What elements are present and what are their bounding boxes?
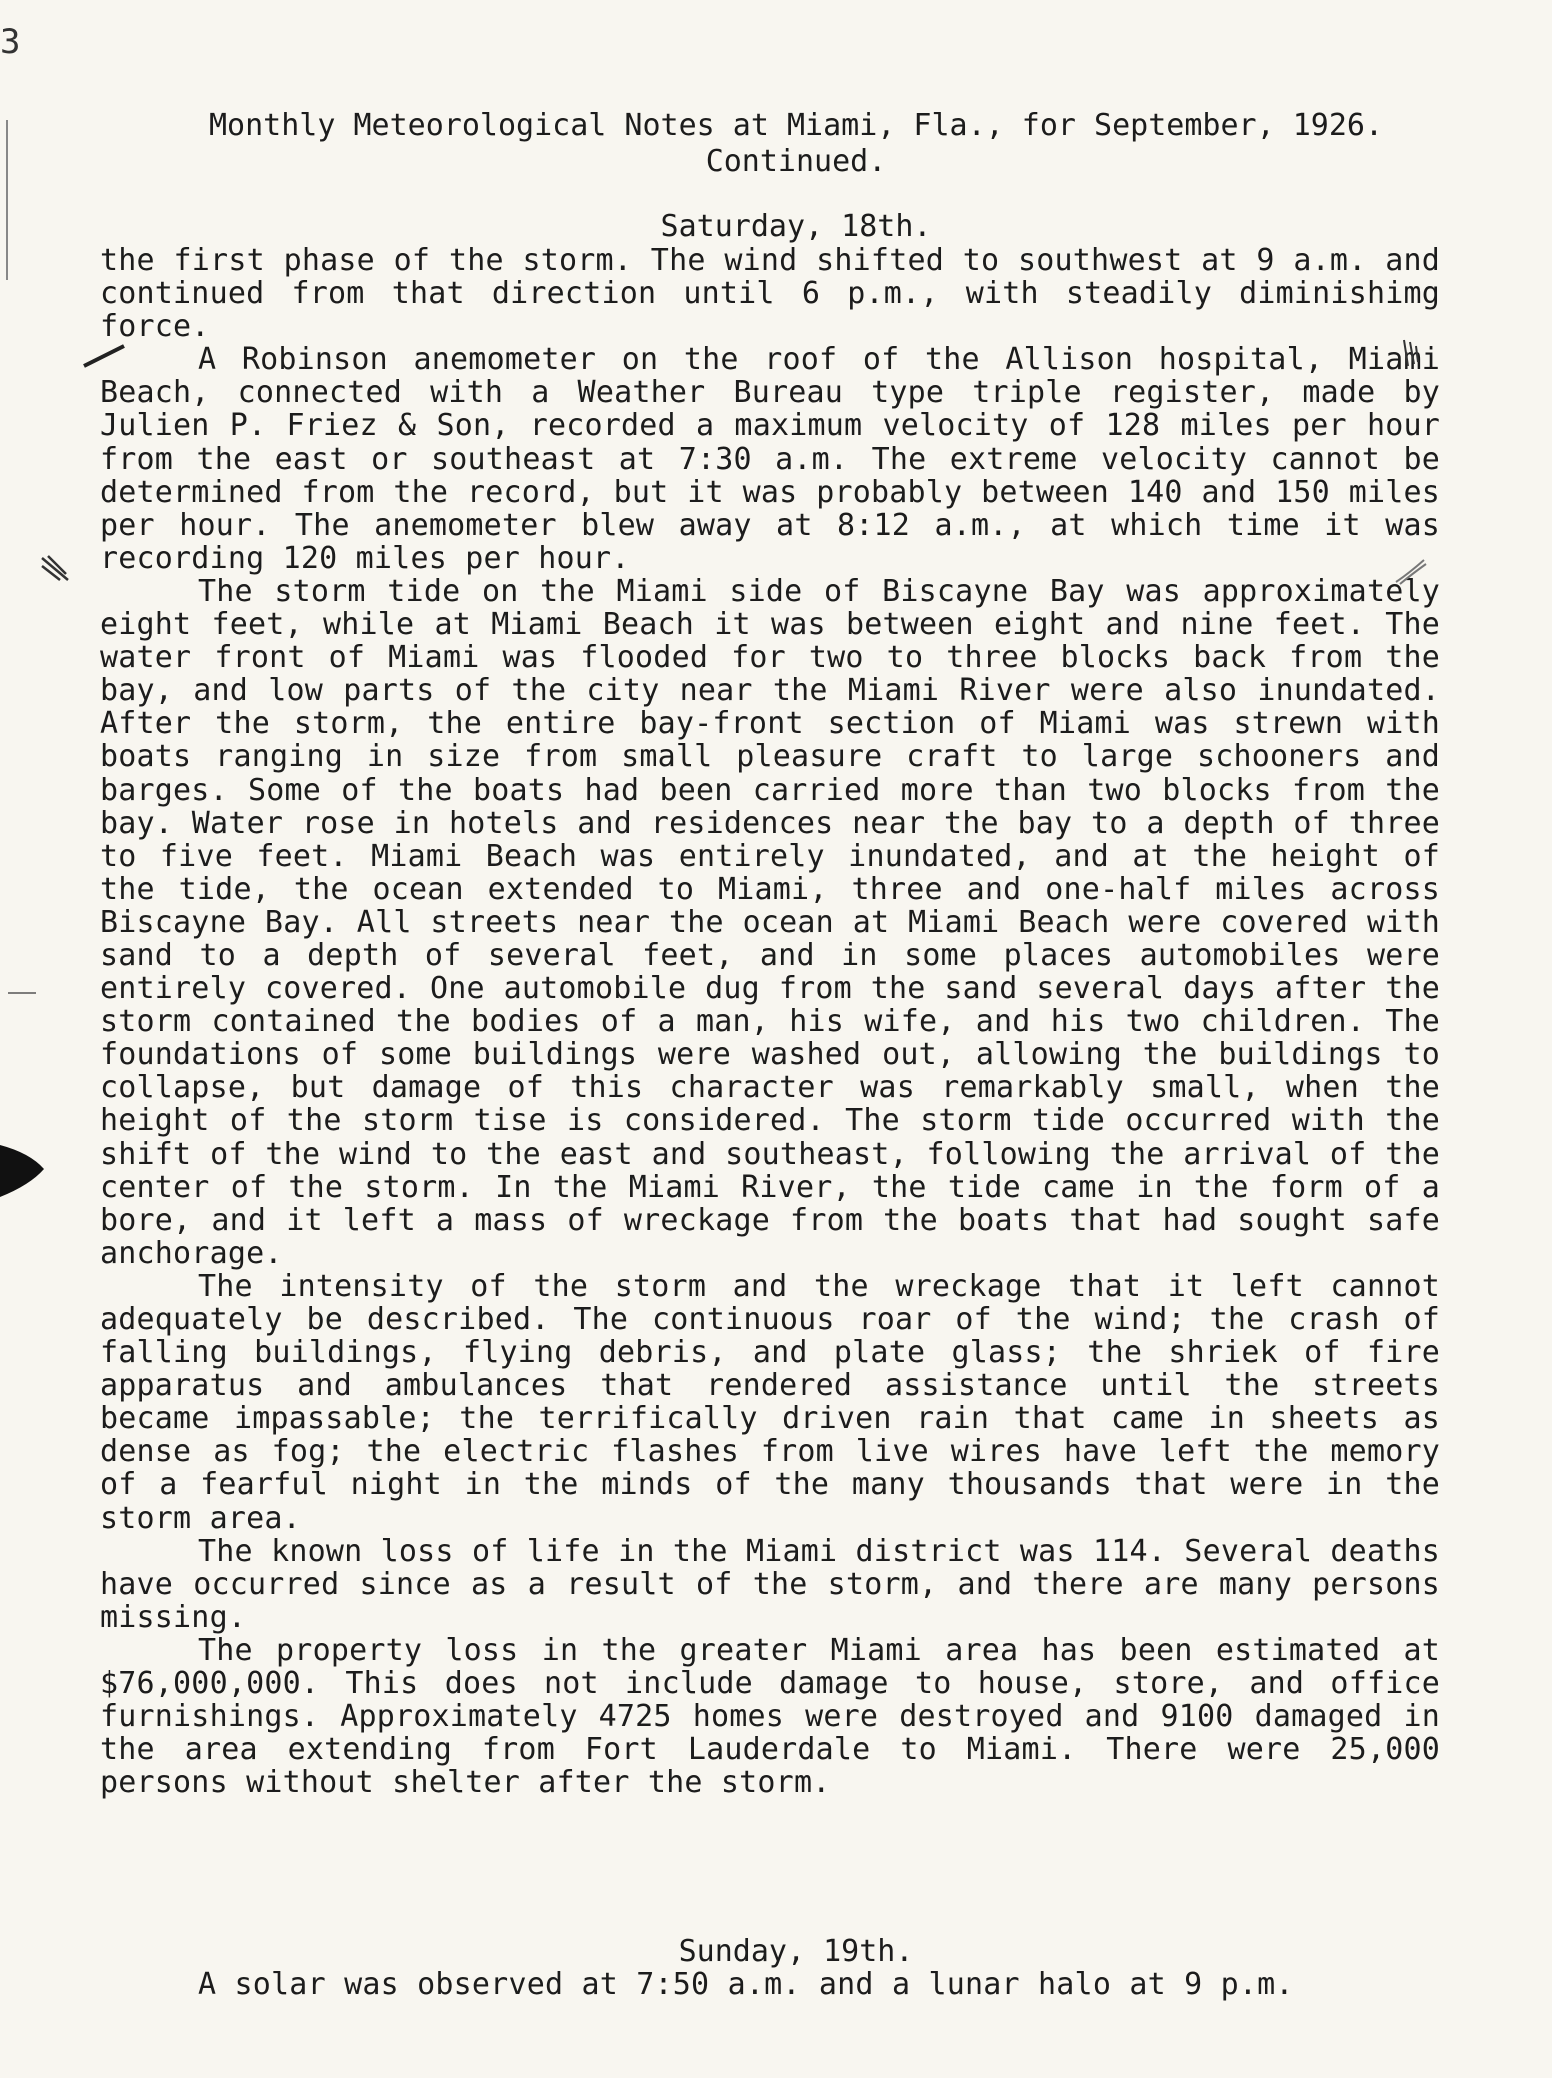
margin-scribble-icon [38, 552, 74, 584]
saturday-body [100, 243, 1459, 1801]
margin-checkmark-icon [80, 340, 130, 370]
day-heading-sunday: Sunday, 19th. [678, 1934, 914, 1969]
document-title: Monthly Meteorological Notes at Miami, Fla., for September, 1926. [209, 108, 1383, 143]
paragraph: The property loss in the greater Miami area has been estimated at $76,000,000. This does not include damage to house, store, and office furnishings. Approximately 4725 homes were destroyed and 9100 damaged in the area extending from Fort Lauderdale to Miami. There were 25,000 persons without shelter after the storm. [100, 1632, 1459, 1801]
paragraph: A Robinson anemometer on the roof of the Allison hospital, Miami Beach, connected with a Weather Bureau type triple register, made by Julien P. Friez & Son, recorded a maximum velocity of 128 miles per hour from the east or southeast at 7:30 a.m. The extreme velocity cannot be determined from the record, but it was probably between 140 and 150 miles per hour. The anemometer blew away at 8:12 a.m., at which time it was recording 120 miles per hour. [100, 342, 1459, 576]
paragraph: The known loss of life in the Miami district was 114. Several deaths have occurred since as a result of the storm, and there are many persons missing. [100, 1533, 1459, 1635]
margin-scribble-icon [1394, 556, 1428, 586]
margin-blot-icon [0, 1135, 60, 1205]
day-heading-saturday: Saturday, 18th. [660, 209, 932, 244]
paragraph: The intensity of the storm and the wreckage that it left cannot adequately be described. The continuous roar of the wind; the crash of falling buildings, flying debris, and plate glass; the shriek of fire apparatus and ambulances that rendered assistance until the streets became impassable; the terrifically driven rain that came in sheets as dense as fog; the electric flashes from live wires have left the memory of a fearful night in the minds of the many thousands that were in the storm area. [100, 1268, 1459, 1536]
paragraph: A solar was observed at 7:50 a.m. and a lunar halo at 9 p.m. [198, 1967, 1294, 2002]
paragraph: the first phase of the storm. The wind shifted to southwest at 9 a.m. and continued from that direction until 6 p.m., with steadily diminishimg force. [100, 243, 1459, 345]
margin-dash-icon [8, 990, 38, 996]
paragraph: The storm tide on the Miami side of Biscayne Bay was approximately eight feet, while at Miami Beach it was between eight and nine feet. The water front of Miami was flooded for two to three blocks back from the bay, and low parts of the city near the Miami River were also inundated. After the storm, the entire bay-front section of Miami was strewn with boats ranging in size from small pleasure craft to large schooners and barges. Some of the boats had been carried more than two blocks from the bay. Water rose in hotels and residences near the bay to a depth of three to five feet. Miami Beach was entirely inundated, and at the height of the tide, the ocean extended to Miami, three and one-half miles across Biscayne Bay. All streets near the ocean at Miami Beach were covered with sand to a depth of several feet, and in some places automobiles were entirely covered. One automobile dug from the sand several days after the storm contained the bodies of a man, his wife, and his two children. The foundations of some buildings were washed out, allowing the buildings to collapse, but damage of this character was remarkably small, when the height of the storm tise is considered. The storm tide occurred with the shift of the wind to the east and southeast, following the arrival of the center of the storm. In the Miami River, the tide came in the form of a bore, and it left a mass of wreckage from the boats that had sought safe anchorage. [100, 573, 1459, 1271]
page-number: 3 [0, 22, 21, 62]
document-subtitle: Continued. [705, 144, 887, 179]
sunday-body [100, 1968, 1440, 2001]
document-header [0, 108, 1552, 180]
margin-scribble-icon [1398, 336, 1422, 372]
